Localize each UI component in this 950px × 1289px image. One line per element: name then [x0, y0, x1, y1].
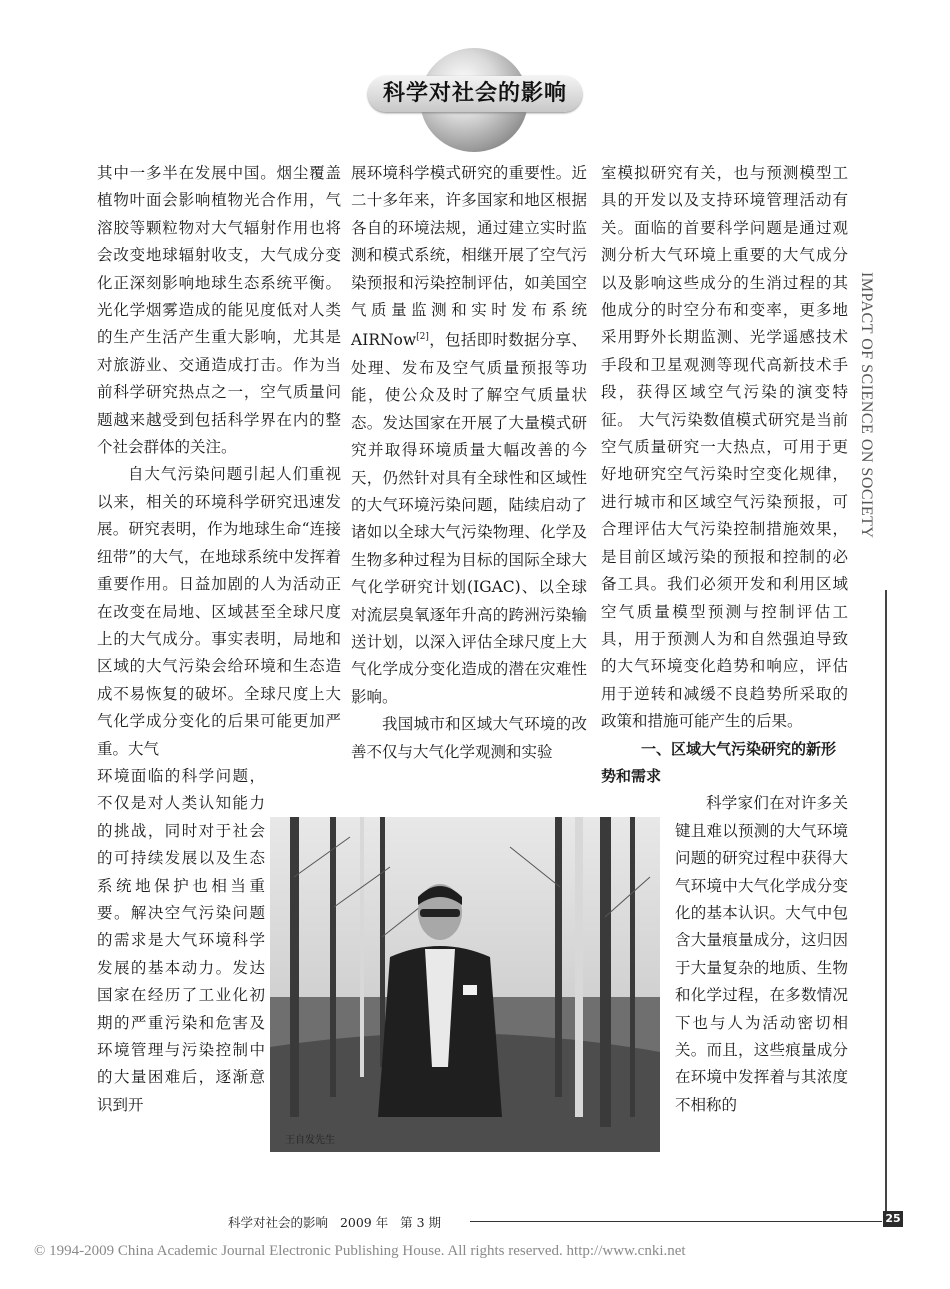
side-rule: [885, 590, 887, 1218]
page-number: 25: [883, 1211, 903, 1227]
paragraph-text: ，包括即时数据分享、处理、发布及空气质量预报等功能，使公众及时了解空气质量状态。发达国家在开展了大量模式研究并取得环境质量大幅改善的今天，仍然针对具有全球性和区域性的大气环境污染问题，陆续启动了诸如以全球大气污染物理、化学及生物多种过程为目标的国际全球大气化学研究计划(IGAC)、以全球对流层臭氧逐年升高的跨洲污染输送计划，以深入评估全球尺度上大气化学成分变化造成的潜在灾难性影响。: [351, 331, 587, 706]
paragraph-text: 展环境科学模式研究的重要性。近二十多年来，许多国家和地区根据各自的环境法规，通过建立实时监测和模式系统，相继开展了空气污染预报和污染控制评估，如美国空气质量监测和实时发布系统 AIRNow: [351, 164, 587, 350]
section-heading: 一、区域大气污染研究的新形: [641, 739, 837, 758]
portrait-photo: [270, 817, 660, 1152]
paragraph: 室模拟研究有关，也与预测模型工具的开发以及支持环境管理活动有关。面临的首要科学问题是通过观测分析大气环境上重要的大气成分以及影响这些成分的生消过程的其他成分的时空分布和变率，更多地采用野外长期监测、光学遥感技术手段和卫星观测等现代高新技术手段，获得区域空气污染的演变特征。 大气污染数值模式研究是当前空气质量研究一大热点，可用于更好地研究空气污染时空变化规律，进行城市和区域空气污染预报，可合理评估大气污染控制措施效果，是目前区域污染的预报和控制的必备工具。我们必须开发和利用区域空气质量模型预测与控制评估工具，用于预测人为和自然强迫导致的大气环境变化趋势和响应，评估用于逆转和减缓不良趋势所采取的政策和措施可能产生的后果。: [601, 164, 848, 731]
copyright-notice: © 1994-2009 China Academic Journal Electronic Publishing House. All rights reserved. http://www.cnki.net: [34, 1243, 686, 1259]
photo-image: [270, 817, 660, 1152]
paragraph: [351, 160, 587, 711]
section-header: [340, 40, 610, 160]
paragraph: 自大气污染问题引起人们重视以来，相关的环境科学研究迅速发展。研究表明，作为地球生命“连接纽带”的大气，在地球系统中发挥着重要作用。日益加剧的人为活动正在改变在局地、区域甚至全球尺度上的大气成分。事实表明，局地和区域的大气污染会给环境和生态造成不易恢复的破坏。全球尺度上大气化学成分变化的后果可能更加严重。大气: [97, 465, 341, 758]
paragraph: 其中一多半在发展中国。烟尘覆盖植物叶面会影响植物光合作用，气溶胶等颗粒物对大气辐射作用也将会改变地球辐射收支，大气成分变化正深刻影响地球生态系统平衡。光化学烟雾造成的能见度低对人类的生产生活产生重大影响，尤其是对旅游业、交通造成打击。作为当前科学研究热点之一，空气质量问题越来越受到包括科学界在内的整个社会群体的关注。: [97, 164, 341, 457]
page-footer: [228, 1213, 441, 1231]
footer-journal: 科学对社会的影响: [228, 1215, 329, 1230]
paragraph: 科学家们在对许多关键且难以预测的大气环境问题的研究过程中获得大气环境中大气化学成分变化的基本认识。大气中包含大量痕量成分，这归因于大量复杂的地质、生物和化学过程，在多数情况下也与人为活动密切相关。而且，这些痕量成分在环境中发挥着与其浓度不相称的: [675, 794, 848, 1114]
section-heading-cont: 势和需求: [601, 766, 662, 785]
footer-rule: [470, 1221, 882, 1222]
paragraph: 我国城市和区域大气环境的改善不仅与大气化学观测和实验: [351, 715, 587, 761]
section-title: 科学对社会的影响: [382, 81, 567, 106]
column-2: [351, 160, 587, 766]
paragraph: 环境面临的科学问题，不仅是对人类认知能力的挑战，同时对于社会的可持续发展以及生态系统地保护也相当重要。解决空气污染问题的需求是大气环境科学发展的基本动力。发达国家在经历了工业化初期的严重污染和危害及环境管理与污染控制中的大量困难后，逐渐意识到开: [97, 766, 265, 1114]
photo-caption: 王自发先生: [285, 1135, 335, 1146]
footer-year: 2009 年: [339, 1215, 389, 1230]
vertical-section-title: IMPACT OF SCIENCE ON SOCIETY: [858, 272, 875, 539]
footer-issue: 第 3 期: [400, 1215, 442, 1230]
reference-marker[interactable]: [2]: [416, 332, 429, 343]
